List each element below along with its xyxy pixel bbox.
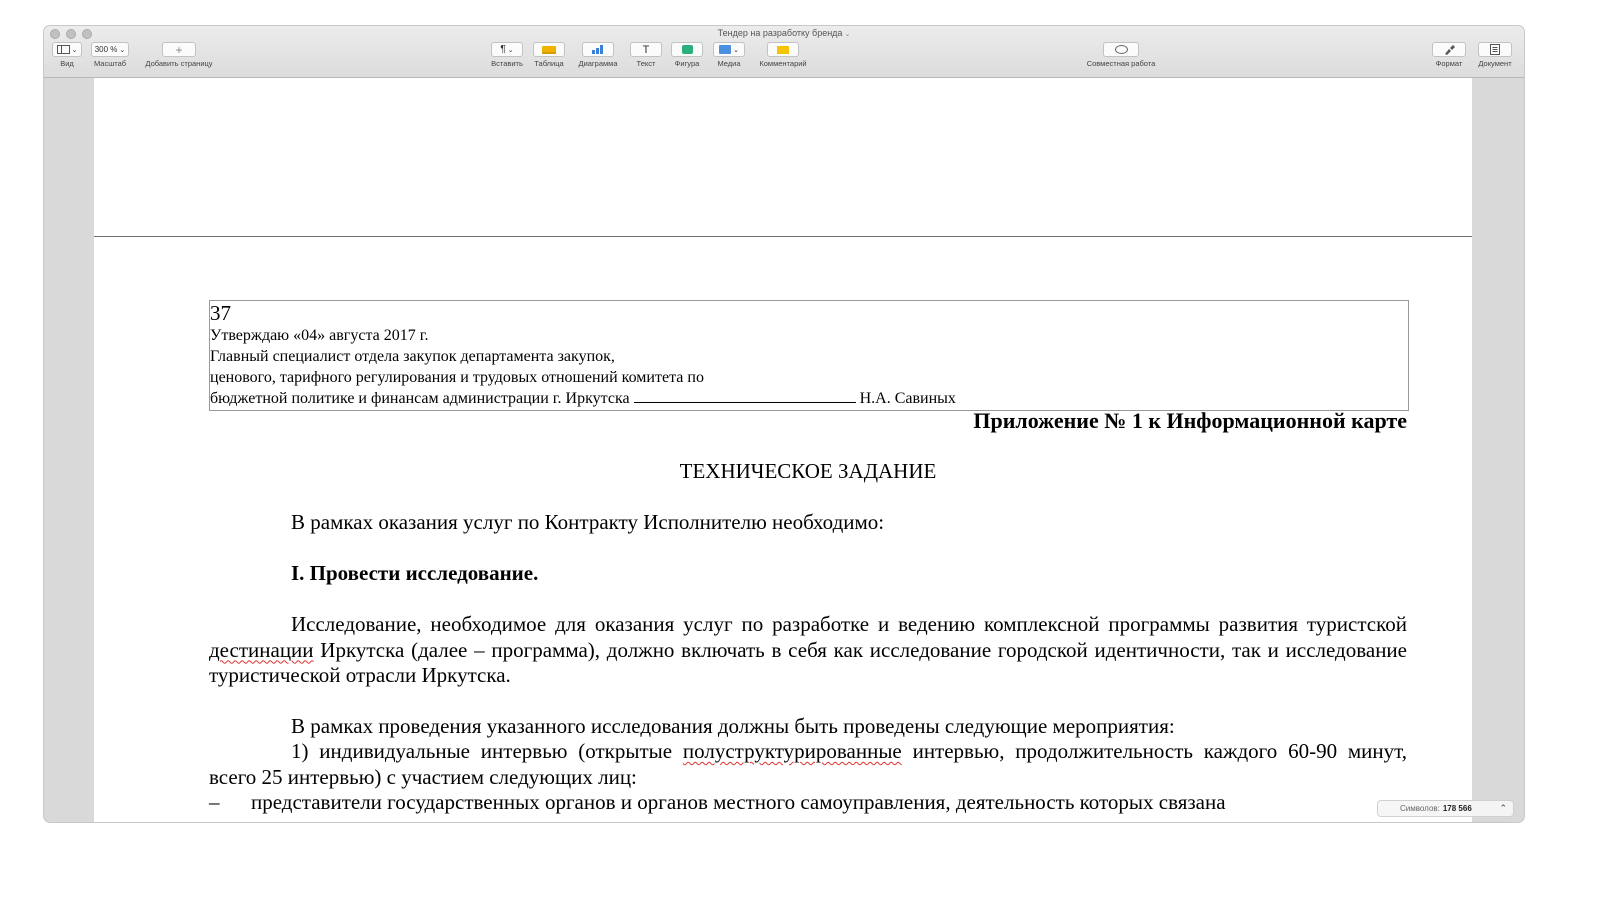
document-button[interactable]	[1478, 42, 1512, 57]
add-page-button[interactable]	[162, 42, 196, 57]
insert-label: Вставить	[491, 59, 523, 68]
toolbar	[44, 26, 1524, 78]
shape-tool[interactable]	[668, 42, 706, 68]
paragraph-text: интервью, продолжительность каждого 60-90 минут, всего 25 интервью) с участием следующих лиц:	[209, 739, 1407, 789]
paragraph-text: Иркутска (далее – программа), должно включать в себя как исследование городской идентичности, так и исследование туристической отрасли Иркутска.	[209, 637, 1407, 687]
approval-line: бюджетной политике и финансам администрации г. Иркутска	[210, 390, 630, 407]
text-button[interactable]	[630, 42, 662, 57]
view-label: Вид	[60, 59, 74, 68]
sidebar-icon	[57, 45, 70, 54]
table-label: Таблица	[534, 59, 564, 68]
chart-label: Диаграмма	[578, 59, 618, 68]
chevron-down-icon: ⌄	[844, 31, 851, 38]
comment-label: Комментарий	[759, 59, 807, 68]
chart-tool[interactable]	[572, 42, 624, 68]
bullet-dash: –	[209, 790, 220, 814]
chevron-down-icon: ⌄	[71, 46, 78, 54]
media-button[interactable]	[713, 42, 745, 57]
media-tool[interactable]	[710, 42, 748, 68]
plus-icon: +	[175, 42, 183, 57]
character-count-label: Символов:	[1400, 804, 1440, 813]
bullet-item	[209, 790, 1407, 816]
approval-line: Главный специалист отдела закупок департамента закупок,	[210, 348, 615, 365]
view-tool[interactable]	[48, 42, 86, 68]
table-tool[interactable]	[530, 42, 568, 68]
chevron-down-icon: ⌄	[733, 46, 739, 54]
insert-button[interactable]	[491, 42, 523, 57]
chart-button[interactable]	[582, 42, 614, 57]
text-label: Текст	[636, 59, 656, 68]
character-count-value: 178 566	[1442, 804, 1472, 813]
window-title[interactable]	[44, 28, 1524, 38]
approval-line: ценового, тарифного регулирования и трудовых отношений комитета по	[210, 369, 704, 386]
text-icon: T	[642, 43, 650, 56]
page-break-line	[94, 236, 1472, 237]
chevron-down-icon: ⌄	[119, 46, 126, 54]
spelling-error-word[interactable]: полуструктурированные	[682, 739, 902, 763]
collaboration-label: Совместная работа	[1086, 59, 1156, 68]
zoom-select[interactable]	[91, 42, 129, 57]
view-button[interactable]	[52, 42, 82, 57]
document-title: ТЕХНИЧЕСКОЕ ЗАДАНИЕ	[679, 459, 937, 483]
document-canvas[interactable]	[44, 78, 1524, 822]
shape-icon	[682, 45, 693, 54]
shape-label: Фигура	[674, 59, 700, 68]
collaboration-tool[interactable]	[1074, 42, 1168, 68]
format-button[interactable]	[1432, 42, 1466, 57]
bar-chart-icon	[592, 45, 605, 54]
window-title-text: Тендер на разработку бренда	[717, 28, 843, 38]
document-label: Документ	[1478, 59, 1512, 68]
text-tool[interactable]	[628, 42, 664, 68]
app-window	[44, 26, 1524, 822]
table-button[interactable]	[533, 42, 565, 57]
document-tool[interactable]	[1472, 42, 1518, 68]
events-paragraph: В рамках проведения указанного исследования должны быть проведены следующие мероприятия:	[291, 714, 1175, 738]
zoom-value: 300 %	[94, 45, 118, 54]
pilcrow-icon: ¶	[500, 44, 506, 55]
approval-text-box[interactable]	[209, 300, 1409, 411]
comment-tool[interactable]	[750, 42, 816, 68]
section-heading: I. Провести исследование.	[291, 561, 539, 585]
character-count-control[interactable]	[1377, 800, 1514, 817]
paintbrush-icon	[1443, 45, 1455, 55]
interviews-paragraph	[209, 739, 1407, 790]
research-paragraph	[209, 612, 1407, 689]
approval-number: 37	[210, 301, 231, 325]
media-label: Медиа	[717, 59, 741, 68]
appendix-heading: Приложение № 1 к Информационной карте	[973, 408, 1407, 433]
insert-tool[interactable]	[486, 42, 528, 68]
stepper-icon[interactable]: ⌃	[1499, 803, 1507, 813]
zoom-label: Масштаб	[93, 59, 127, 68]
document-page[interactable]	[94, 78, 1472, 822]
approval-signer: Н.А. Савиных	[859, 390, 956, 407]
collaboration-icon	[1115, 45, 1128, 54]
chevron-down-icon: ⌄	[507, 46, 514, 54]
collaboration-button[interactable]	[1103, 42, 1139, 57]
media-icon	[719, 45, 731, 54]
approval-signature-line	[210, 388, 1408, 409]
shape-button[interactable]	[671, 42, 703, 57]
format-tool[interactable]	[1430, 42, 1468, 68]
add-page-tool[interactable]	[136, 42, 222, 68]
comment-icon	[777, 46, 789, 54]
bullet-text: представители государственных органов и органов местного самоуправления, деятельность которых связана	[251, 790, 1226, 814]
paragraph-text: Исследование, необходимое для оказания услуг по разработке и ведению комплексной программы развития туристской	[291, 612, 1407, 636]
add-page-label: Добавить страницу	[145, 59, 213, 68]
document-icon	[1490, 44, 1500, 55]
intro-paragraph: В рамках оказания услуг по Контракту Исполнителю необходимо:	[291, 510, 885, 534]
paragraph-text: 1) индивидуальные интервью (открытые	[291, 739, 673, 763]
format-label: Формат	[1435, 59, 1463, 68]
comment-button[interactable]	[767, 42, 799, 57]
table-icon	[542, 46, 556, 54]
spelling-error-word[interactable]: дестинации	[209, 637, 314, 662]
signature-blank	[634, 390, 856, 403]
zoom-tool[interactable]	[90, 42, 130, 68]
approval-line: Утверждаю «04» августа 2017 г.	[210, 327, 429, 344]
